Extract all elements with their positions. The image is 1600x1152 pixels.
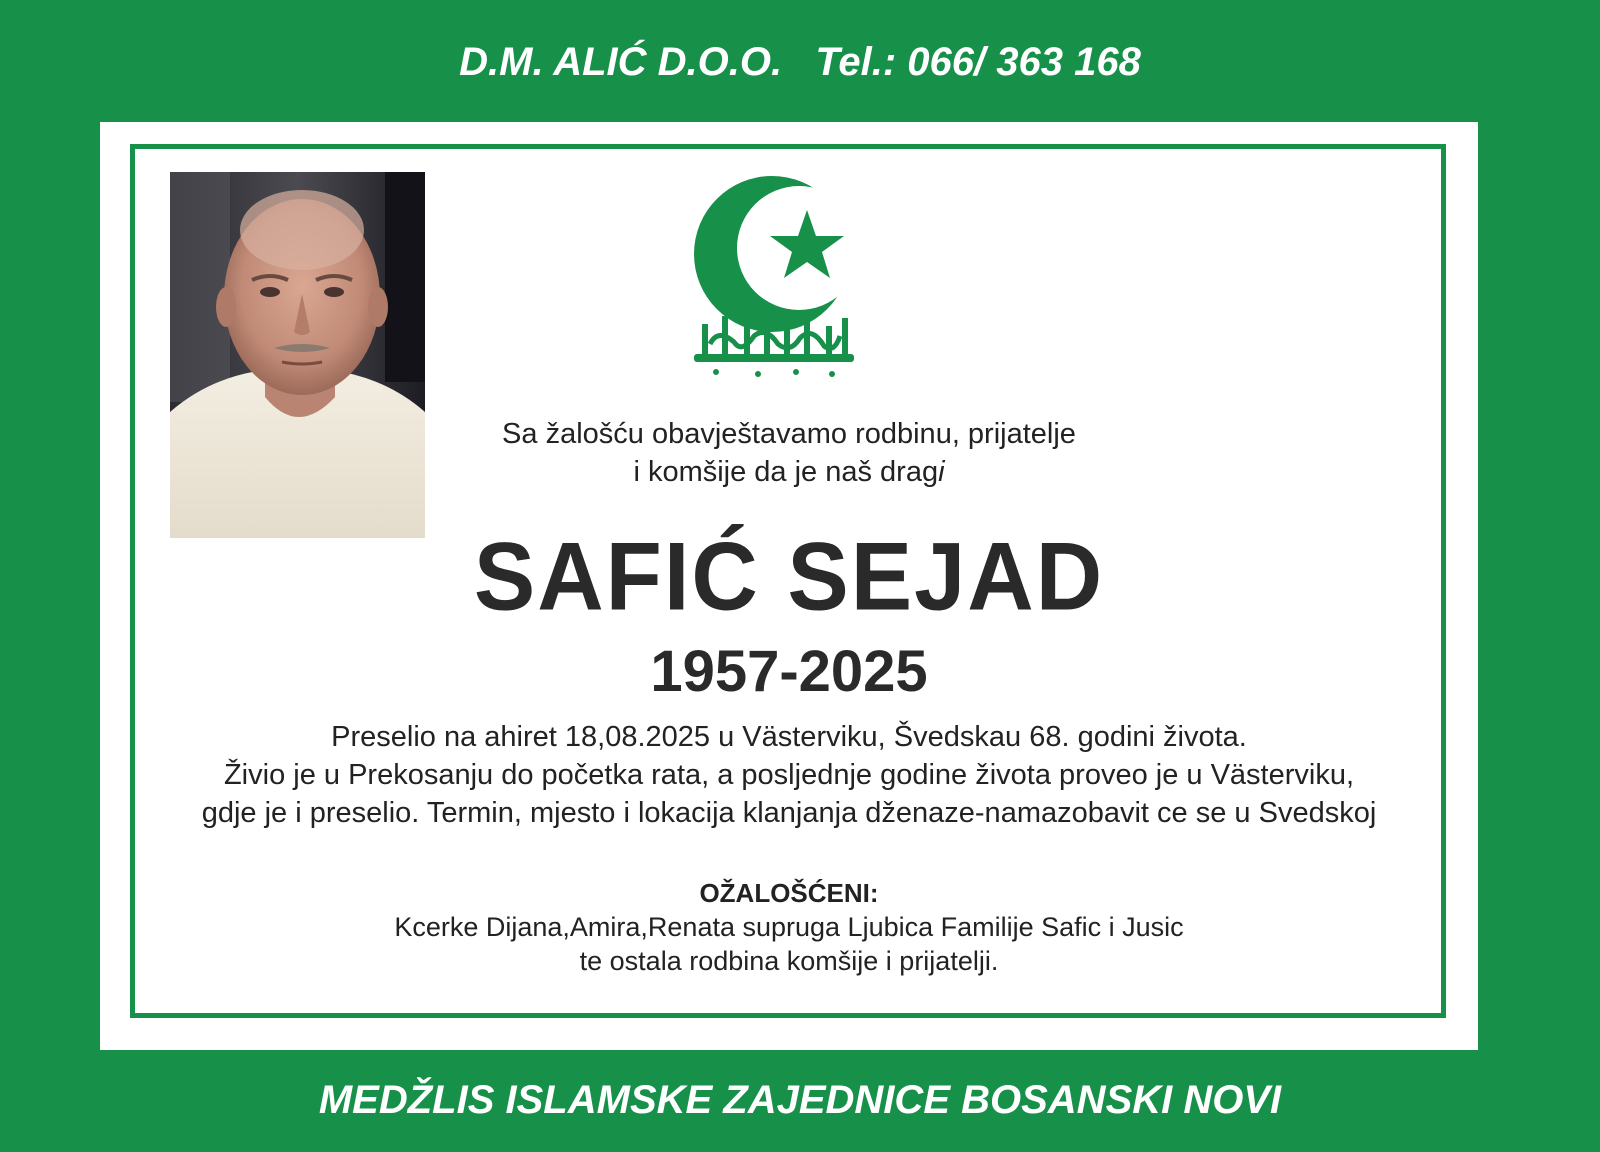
detail-line-3: gdje je i preselio. Termin, mjesto i lokacija klanjanja dženaze-namazobavit ce se u Svedskoj: [201, 797, 1377, 829]
intro-line-2-italic: i: [938, 456, 945, 488]
mourners-heading: OŽALOŠĆENI:: [699, 878, 879, 908]
crescent-star-icon: [694, 176, 861, 332]
detail-line-1: Preselio na ahiret 18,08.2025 u Västerviku, Švedskau 68. godini života.: [331, 721, 1247, 753]
crescent-star-emblem: [692, 176, 882, 390]
mourners-line-2: te ostala rodbina komšije i prijatelji.: [579, 946, 999, 976]
mourners-list: [100, 910, 1478, 978]
funeral-home-header: D.M. ALIĆ D.O.O. Tel.: 066/ 363 168: [459, 40, 1141, 84]
islamic-community-footer: MEDŽLIS ISLAMSKE ZAJEDNICE BOSANSKI NOVI: [318, 1078, 1282, 1122]
life-years: 1957-2025: [650, 639, 928, 704]
intro-line-1: Sa žalošću obavještavamo rodbinu, prijatelje: [502, 418, 1076, 450]
death-details: [100, 718, 1478, 832]
intro-line-2: [100, 453, 1478, 491]
intro-line-2-main: i komšije da je naš drag: [633, 456, 939, 488]
mourners-line-1: Kcerke Dijana,Amira,Renata supruga Ljubica Familije Safic i Jusic: [394, 912, 1184, 942]
deceased-name: SAFIĆ SEJAD: [473, 523, 1105, 631]
detail-line-2: Živio je u Prekosanju do početka rata, a posljednje godine života proveo je u Västerviku,: [223, 759, 1355, 791]
intro-text: [100, 415, 1478, 491]
